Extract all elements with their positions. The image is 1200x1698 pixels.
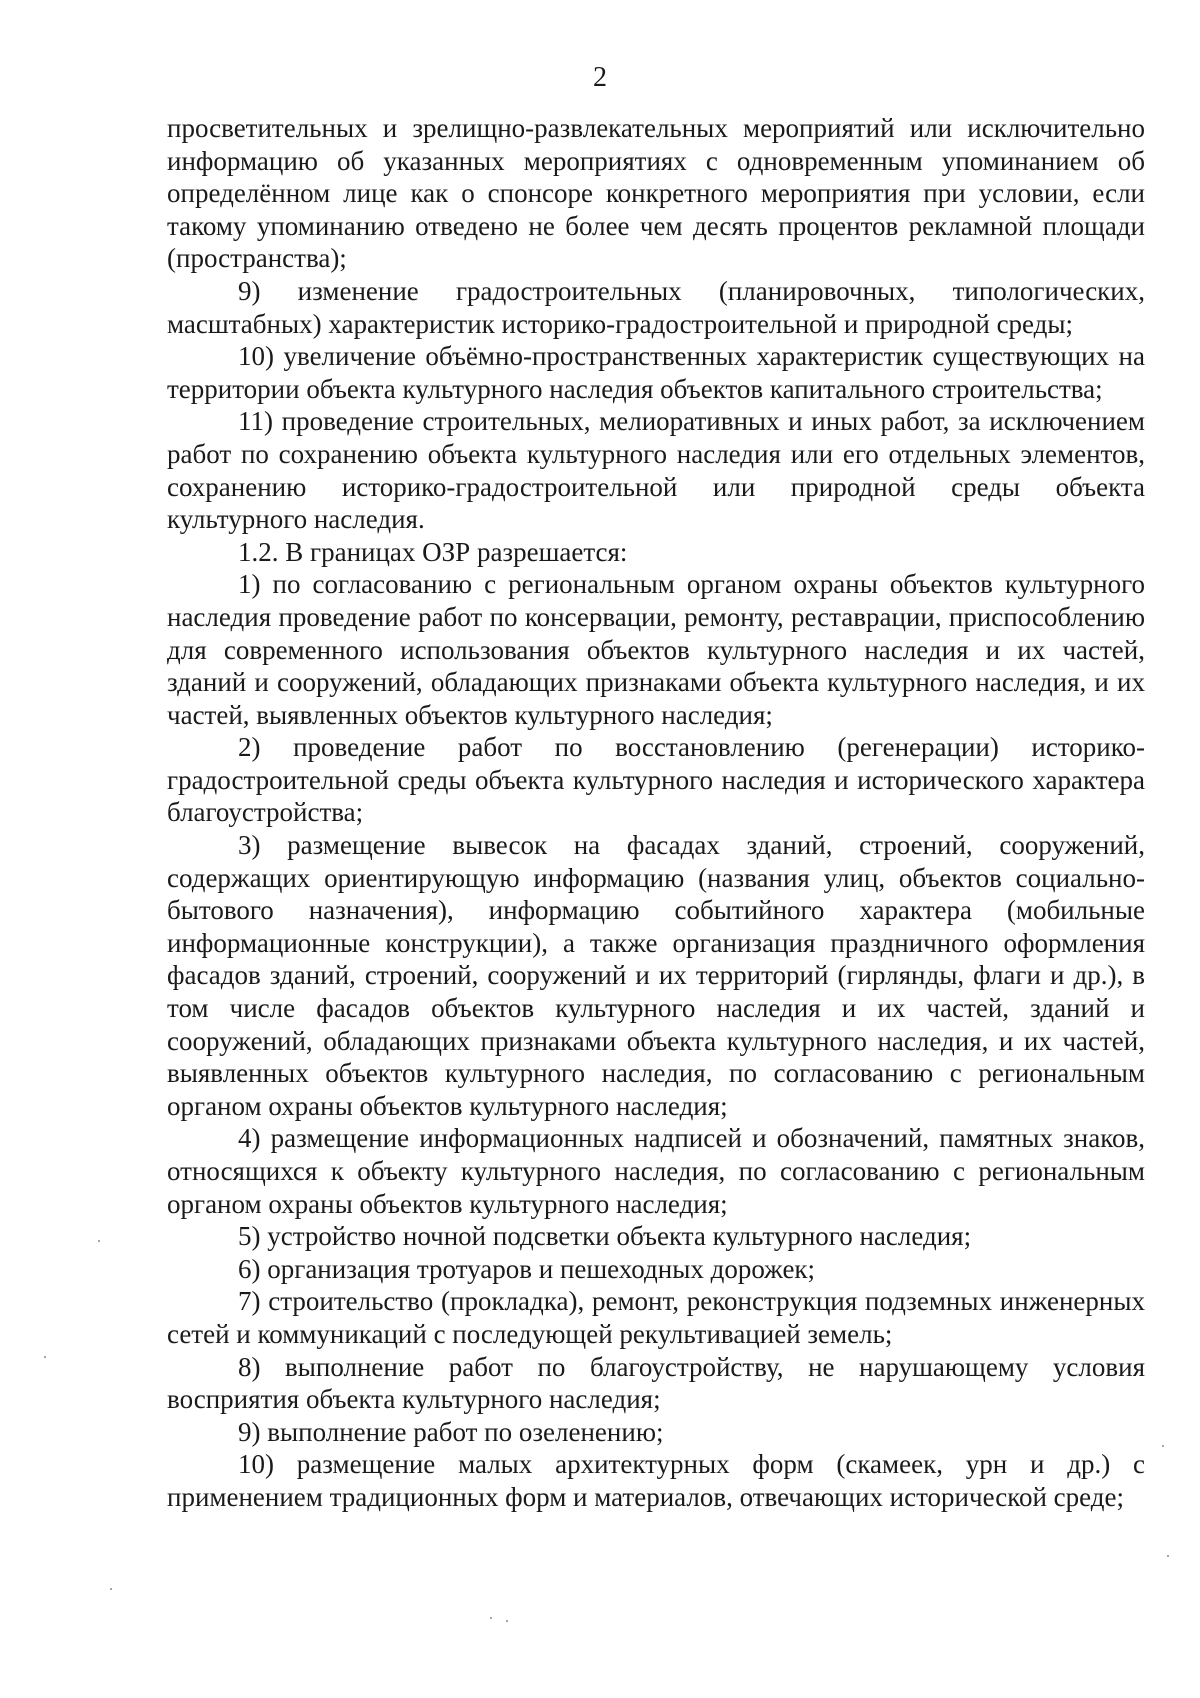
- document-body: [167, 112, 1145, 1514]
- section-heading-1-2: 1.2. В границах ОЗР разрешается:: [238, 536, 628, 567]
- paragraph-allowed-2: 2) проведение работ по восстановлению (регенерации) историко-градостроительной среды объекта культурного наследия и исторического характера благоустройства;: [167, 732, 1145, 828]
- paragraph-item-10: 10) увеличение объёмно-пространственных характеристик существующих на территории объекта культурного наследия объектов капитального строительства;: [167, 341, 1145, 404]
- scan-speck: [490, 1617, 492, 1619]
- scan-speck: [1162, 1445, 1164, 1447]
- paragraph-item-9: 9) изменение градостроительных (планировочных, типологических, масштабных) характеристик историко-градостроительной и природной среды;: [167, 275, 1145, 339]
- scan-speck: [1167, 1555, 1169, 1557]
- paragraph-allowed-8: 8) выполнение работ по благоустройству, не нарушающему условия восприятия объекта культурного наследия;: [167, 1351, 1145, 1415]
- scan-speck: [44, 1356, 46, 1358]
- paragraph-continuation: просветительных и зрелищно-развлекательных мероприятий или исключительно информацию об указанных мероприятиях с одновременным упоминанием об определённом лице как о спонсоре конкретного мероприятия при условии, если такому упоминанию отведено не более чем десять процентов рекламной площади (пространства);: [167, 113, 1145, 274]
- paragraph-allowed-10: 10) размещение малых архитектурных форм (скамеек, урн и др.) с применением традиционных форм и материалов, отвечающих исторической среде;: [167, 1449, 1145, 1512]
- paragraph-allowed-3: 3) размещение вывесок на фасадах зданий, строений, сооружений, содержащих ориентирующую информацию (названия улиц, объектов социально-бытового назначения), информацию событийного характера (мобильные информационные конструкции), а также организация праздничного оформления фасадов зданий, строений, сооружений и их территорий (гирлянды, флаги и др.), в том числе фасадов объектов культурного наследия и их частей, зданий и сооружений, обладающих признаками объекта культурного наследия, и их частей, выявленных объектов культурного наследия, по согласованию с региональным органом охраны объектов культурного наследия;: [167, 830, 1145, 1121]
- paragraph-allowed-7: 7) строительство (прокладка), ремонт, реконструкция подземных инженерных сетей и коммуникаций с последующей рекультивацией земель;: [167, 1286, 1145, 1349]
- paragraph-item-11: 11) проведение строительных, мелиоративных и иных работ, за исключением работ по сохранению объекта культурного наследия или его отдельных элементов, сохранению историко-градостроительной или природной среды объекта культурного наследия.: [167, 406, 1145, 535]
- paragraph-allowed-1: 1) по согласованию с региональным органом охраны объектов культурного наследия проведение работ по консервации, ремонту, реставрации, приспособлению для современного использования объектов культурного наследия и их частей, зданий и сооружений, обладающих признаками объекта культурного наследия, и их частей, выявленных объектов культурного наследия;: [167, 569, 1145, 730]
- paragraph-allowed-6: 6) организация тротуаров и пешеходных дорожек;: [238, 1253, 816, 1284]
- paragraph-allowed-4: 4) размещение информационных надписей и обозначений, памятных знаков, относящихся к объекту культурного наследия, по согласованию с региональным органом охраны объектов культурного наследия;: [167, 1123, 1145, 1219]
- scan-speck: [98, 1240, 100, 1242]
- page-number: 2: [593, 62, 607, 93]
- scan-speck: [110, 1588, 112, 1590]
- scan-speck: [506, 1620, 508, 1622]
- paragraph-allowed-9: 9) выполнение работ по озеленению;: [238, 1416, 664, 1447]
- paragraph-allowed-5: 5) устройство ночной подсветки объекта культурного наследия;: [238, 1221, 972, 1252]
